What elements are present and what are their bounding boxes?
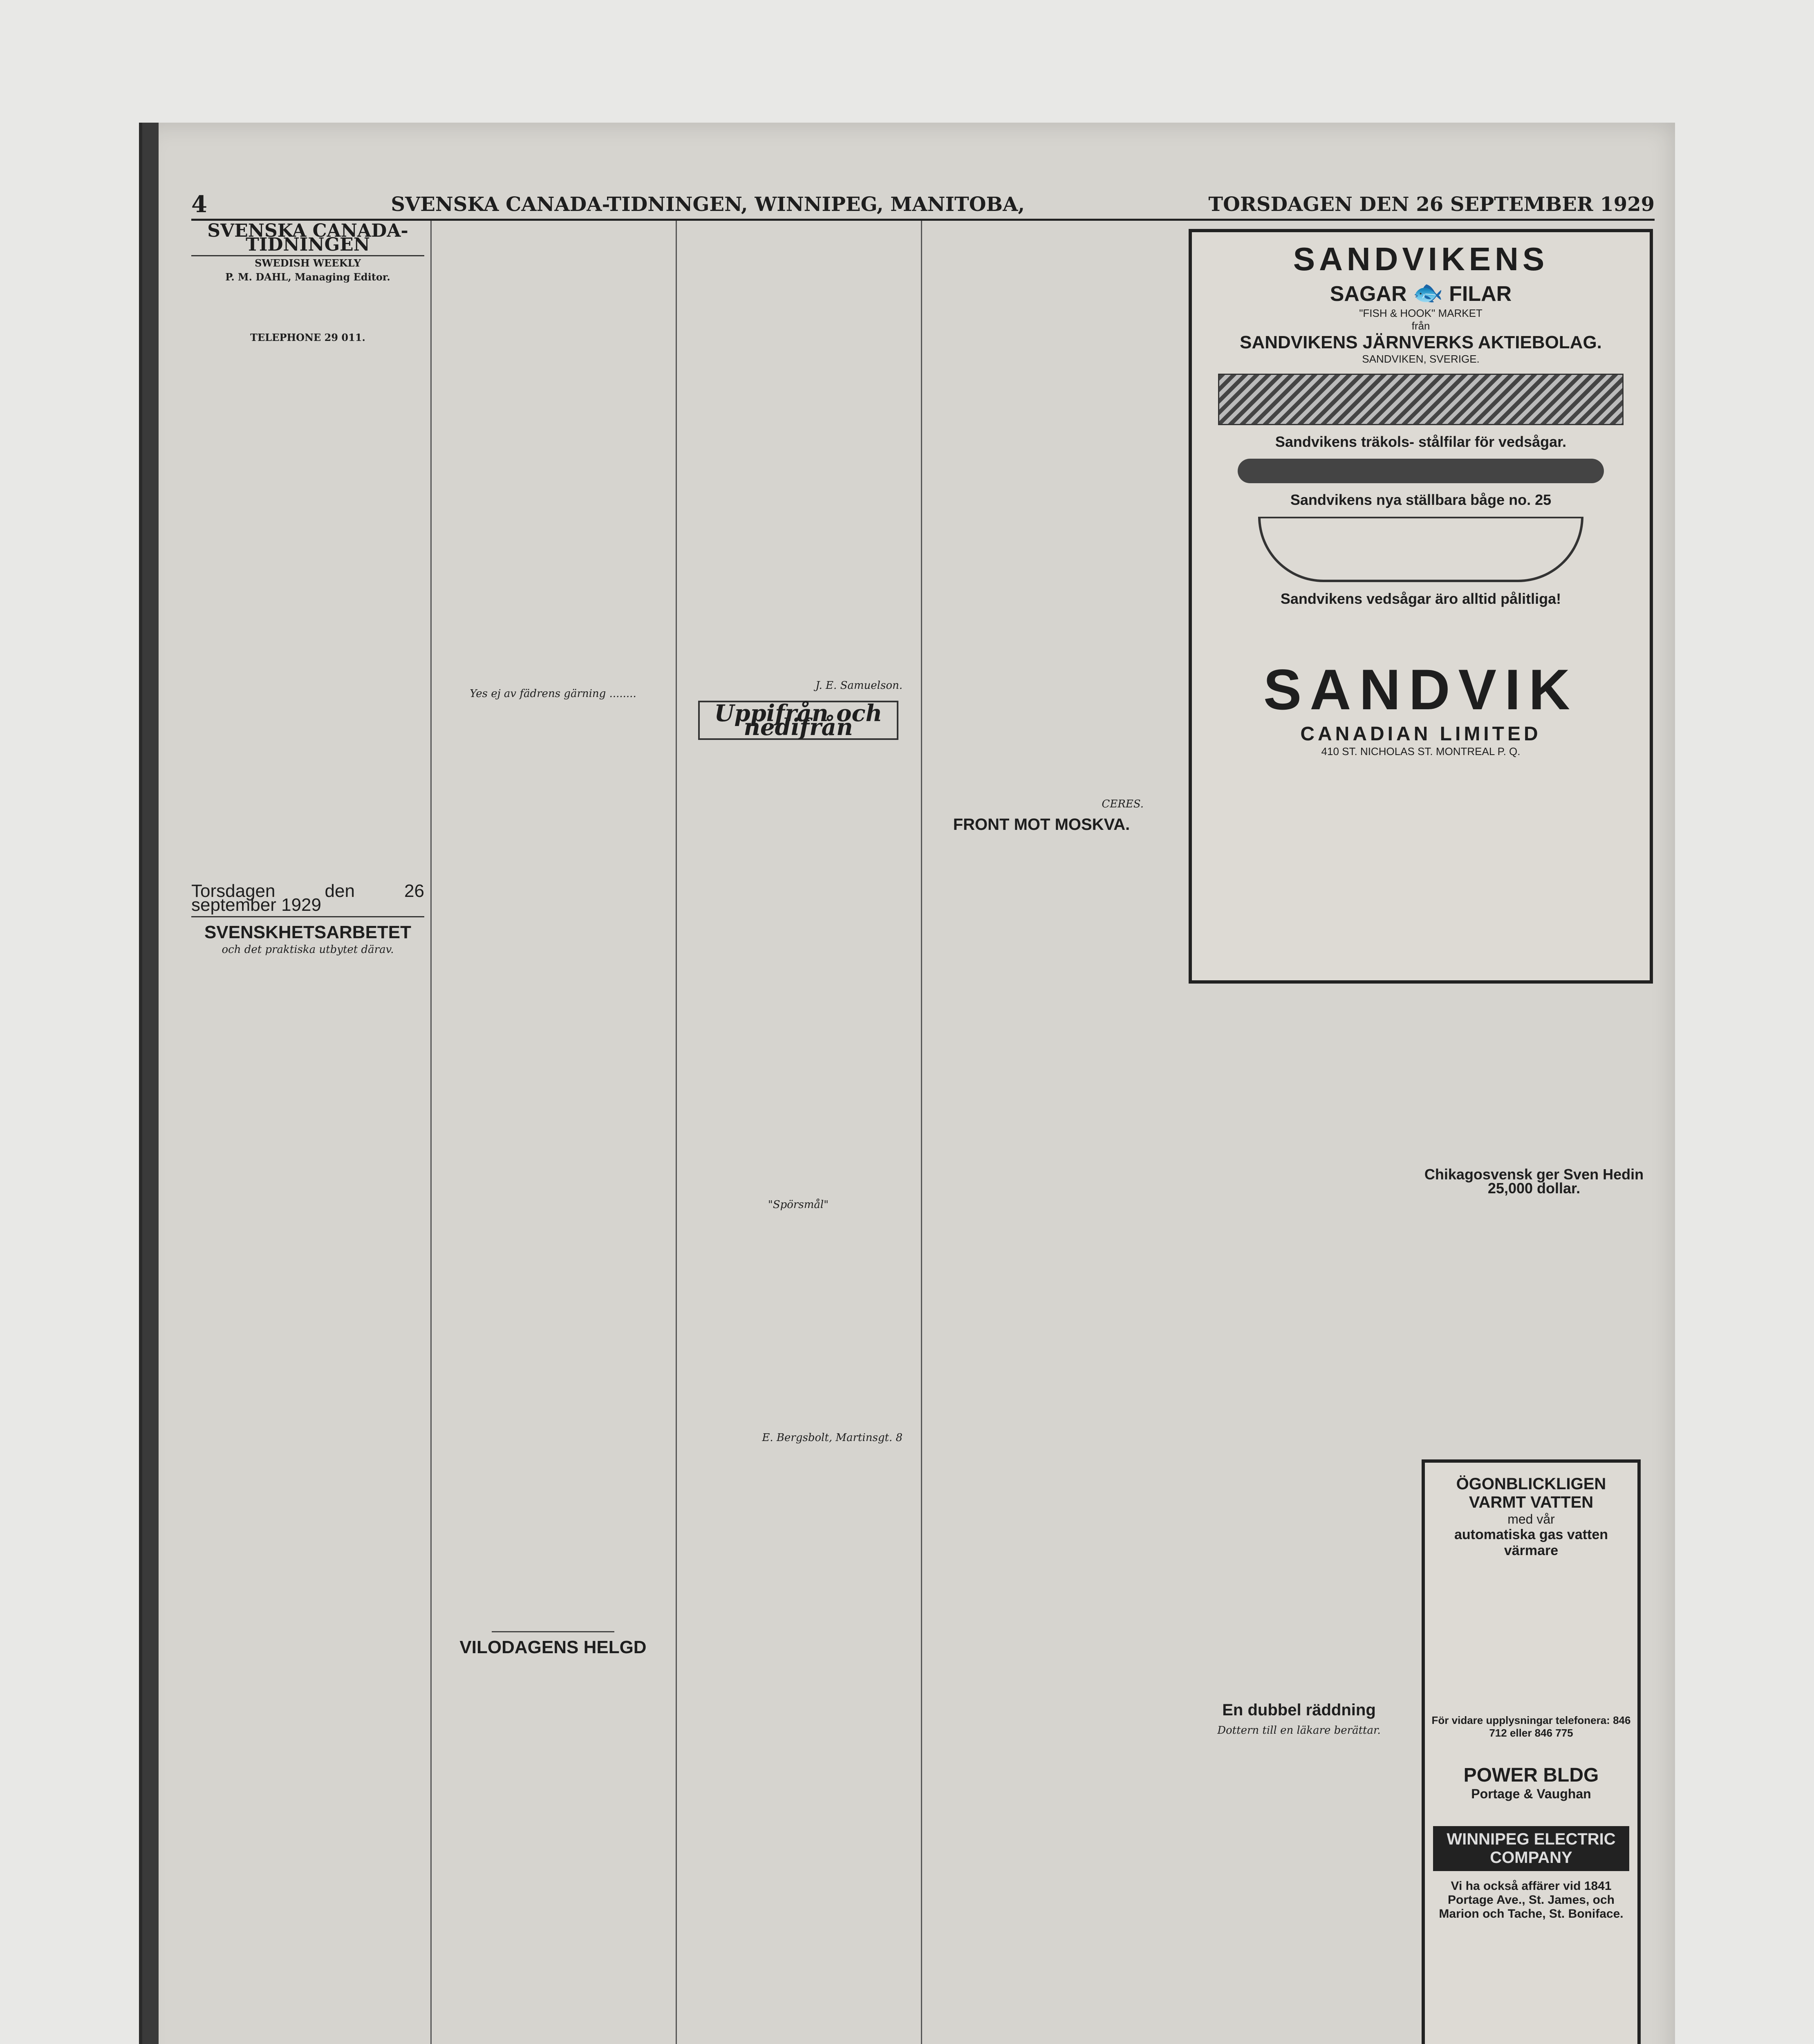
text-block: [682, 221, 915, 679]
quote-line: Yes ej av fädrens gärning ........: [470, 688, 636, 700]
text-block: [682, 1218, 915, 1431]
telephone: TELEPHONE 29 011.: [250, 332, 365, 343]
article-title-vilodagen: VILODAGENS HELGD: [459, 1637, 647, 1657]
column-5: [1189, 989, 1409, 2044]
ad-street: Portage & Vaughan: [1471, 1786, 1591, 1801]
ad-product-sagar: SAGAR: [1330, 282, 1407, 306]
column-4: [927, 221, 1156, 2044]
text-block: [437, 707, 670, 1623]
file-tool-icon: [1238, 459, 1604, 483]
ad-line-pålitliga: Sandvikens vedsågar äro alltid pålitliga!: [1280, 590, 1561, 607]
ad-stores: Vi ha också affärer vid 1841 Portage Ave., St. James, och Marion och Tache, St. Boniface.: [1439, 1879, 1624, 1921]
masthead-sub: SWEDISH WEEKLY: [255, 257, 361, 269]
page-edge: [142, 123, 159, 2044]
column-rule: [430, 221, 432, 2044]
text-block: [1422, 989, 1646, 1161]
ad-line-1: ÖGONBLICKLIGEN: [1456, 1475, 1606, 1493]
bow-saw-icon: [1258, 517, 1583, 582]
column-2: [437, 221, 670, 2044]
masthead: SVENSKA CANADA-TIDNINGEN: [191, 221, 424, 256]
ad-text-block: [1425, 1559, 1637, 1714]
signature-samuelson: J. E. Samuelson.: [815, 679, 903, 692]
separator: [492, 1631, 614, 1632]
fish-icon: 🐟: [1412, 279, 1443, 306]
article-title-hedin: Chikagosvensk ger Sven Hedin 25,000 dollar.: [1424, 1166, 1644, 1197]
text-block: [437, 221, 670, 687]
article-title-raddning: En dubbel räddning: [1222, 1701, 1376, 1719]
ad-building: POWER BLDG: [1463, 1764, 1599, 1786]
running-header: [191, 190, 1655, 221]
article-title-svenskhet: SVENSKHETSARBETET: [204, 922, 412, 942]
advertisement-winnipeg-electric: [1422, 1459, 1641, 2044]
ad-line-2: VARMT VATTEN: [1469, 1493, 1594, 1511]
signature-bergsbolt: E. Bergsbolt, Martinsgt. 8: [762, 1432, 903, 1444]
ad-line-3: med vår: [1507, 1512, 1555, 1526]
column-rule: [921, 221, 922, 2044]
article-title-moskva: FRONT MOT MOSKVA.: [953, 816, 1130, 834]
ad-line-4: automatiska gas vatten: [1454, 1527, 1608, 1542]
newspaper-page: [139, 123, 1675, 2044]
ad-from: från: [1411, 320, 1430, 332]
ad-market: "FISH & HOOK" MARKET: [1359, 307, 1483, 319]
ad-logo-sub: CANADIAN LIMITED: [1300, 723, 1541, 745]
issue-date: Torsdagen den 26 september 1929: [191, 884, 424, 917]
ad-location: SANDVIKEN, SVERIGE.: [1362, 353, 1480, 365]
subscription-terms: [191, 345, 424, 876]
ad-line-bage: Sandvikens nya ställbara båge no. 25: [1290, 491, 1552, 508]
text-block: [927, 221, 1156, 797]
ad-products: [1192, 278, 1650, 307]
subhead-sporsmal: "Spörsmål": [768, 1199, 829, 1211]
ad-phone: För vidare upplysningar telefonera: 846 712 eller 846 775: [1431, 1714, 1631, 1739]
box-title-uppifran: Uppifrån och nedifrån: [698, 701, 898, 740]
column-1: [191, 221, 424, 2044]
text-block: [1189, 989, 1409, 1697]
ad-line-5: värmare: [1504, 1543, 1559, 1558]
ad-company: SANDVIKENS JÄRNVERKS AKTIEBOLAG.: [1240, 332, 1602, 352]
ad-product-filar: FILAR: [1449, 282, 1512, 306]
ad-line-filar: Sandvikens träkols- stålfilar för vedsågar.: [1275, 433, 1567, 450]
page-number: 4: [191, 191, 207, 218]
saw-blade-icon: [1218, 374, 1624, 425]
ad-company-logo: WINNIPEG ELECTRIC COMPANY: [1433, 1826, 1629, 1871]
signature-ceres: CERES.: [1102, 798, 1144, 810]
article-subtitle-raddning: Dottern till en läkare berättar.: [1217, 1724, 1381, 1737]
column-rule: [676, 221, 677, 2044]
ad-brand: SANDVIKENS: [1293, 241, 1549, 277]
running-title: SVENSKA CANADA-TIDNINGEN, WINNIPEG, MANITOBA,: [391, 193, 1025, 216]
advertisement-sandvik: [1189, 229, 1653, 984]
editor-line: P. M. DAHL, Managing Editor.: [225, 271, 390, 283]
text-block: [682, 748, 915, 1198]
publisher-notice: [191, 284, 424, 327]
column-3: [682, 221, 915, 2044]
ad-logo-sandvik: SANDVIK: [1263, 657, 1579, 722]
ad-address: 410 ST. NICHOLAS ST. MONTREAL P. Q.: [1321, 745, 1521, 758]
header-date: TORSDAGEN DEN 26 SEPTEMBER 1929: [1208, 193, 1655, 216]
article-subtitle-svenskhet: och det praktiska utbytet därav.: [222, 944, 394, 956]
